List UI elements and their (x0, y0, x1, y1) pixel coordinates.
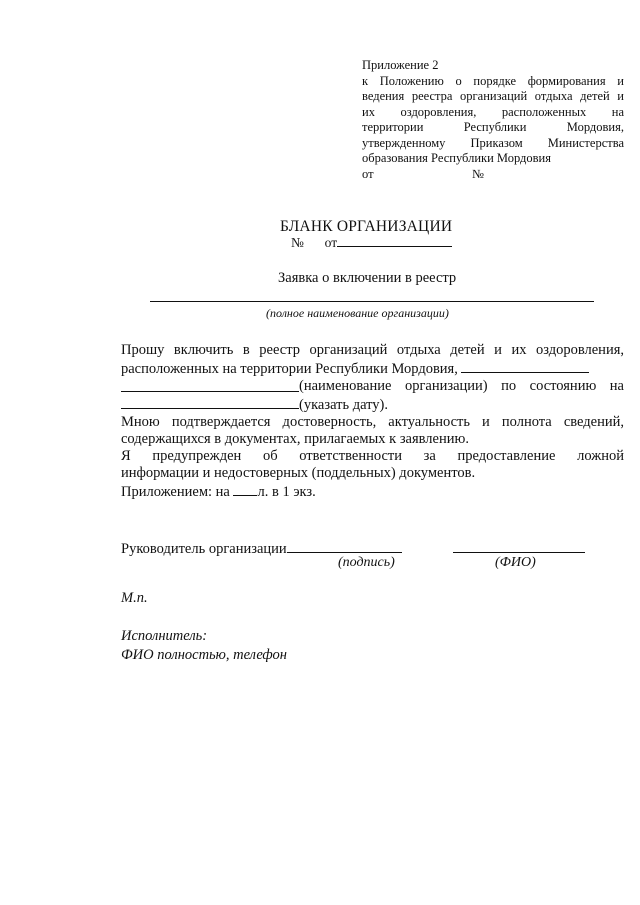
appendix-line: образования Республики Мордовия (362, 151, 551, 165)
org-name-line[interactable] (150, 301, 594, 302)
body-line: Мною подтверждается достоверность, актуальность и полнота сведений, (121, 414, 624, 430)
body-line: Я предупрежден об ответственности за предоставление ложной (121, 448, 624, 464)
org-name-blank[interactable] (461, 359, 589, 373)
attachment-prefix: Приложением: на (121, 484, 230, 500)
appendix-line: ведения реестра организаций отдыха детей и (362, 89, 624, 103)
form-number-label: № (291, 235, 304, 250)
org-name-blank-2[interactable] (121, 378, 299, 392)
fio-note: (ФИО) (495, 555, 536, 570)
appendix-line: к Положению о порядке формирования и (362, 73, 624, 88)
body-line-4 (121, 395, 624, 414)
stamp-label: М.п. (121, 590, 148, 606)
form-from-label: от (324, 235, 338, 250)
attachment-suffix: л. в 1 экз. (257, 484, 316, 500)
signature-blank[interactable] (287, 539, 402, 553)
body-line: содержащихся в документах, прилагаемых к заявлению. (121, 431, 469, 447)
executor-block (121, 627, 287, 665)
body-line-2 (121, 359, 624, 378)
form-title: БЛАНК ОРГАНИЗАЦИИ (280, 218, 453, 235)
application-body (121, 342, 624, 501)
pages-count-blank[interactable] (233, 482, 257, 496)
body-text: расположенных на территории Республики Мордовия, (121, 361, 458, 377)
body-line-3 (121, 378, 624, 395)
form-date-blank[interactable] (337, 234, 452, 247)
org-name-note: (полное наименование организации) (266, 306, 449, 320)
date-blank[interactable] (121, 395, 299, 409)
appendix-line: их оздоровления, расположенных на (362, 104, 624, 119)
form-number-line (291, 234, 452, 251)
executor-details: ФИО полностью, телефон (121, 647, 287, 663)
appendix-number-label: № (472, 166, 484, 181)
fio-blank[interactable] (453, 539, 585, 553)
appendix-line: территории Республики Мордовия, (362, 120, 624, 134)
appendix-line: утвержденному Приказом Министерства (362, 135, 624, 150)
signature-note: (подпись) (338, 555, 395, 570)
appendix-line: Приложение 2 (362, 58, 439, 72)
body-line: Прошу включить в реестр организаций отдыха детей и их оздоровления, (121, 342, 624, 358)
appendix-from-label: от (362, 166, 374, 181)
executor-label: Исполнитель: (121, 628, 208, 644)
attachment-line (121, 482, 624, 501)
appendix-date-line (362, 167, 624, 183)
body-line: информации и недостоверных (поддельных) документов. (121, 465, 476, 481)
body-text: (указать дату). (299, 397, 388, 413)
application-subtitle: Заявка о включении в реестр (278, 270, 457, 286)
appendix-block (362, 58, 624, 182)
body-text: (наименование организации) по состоянию на (299, 378, 624, 394)
head-label: Руководитель организации (121, 541, 287, 557)
